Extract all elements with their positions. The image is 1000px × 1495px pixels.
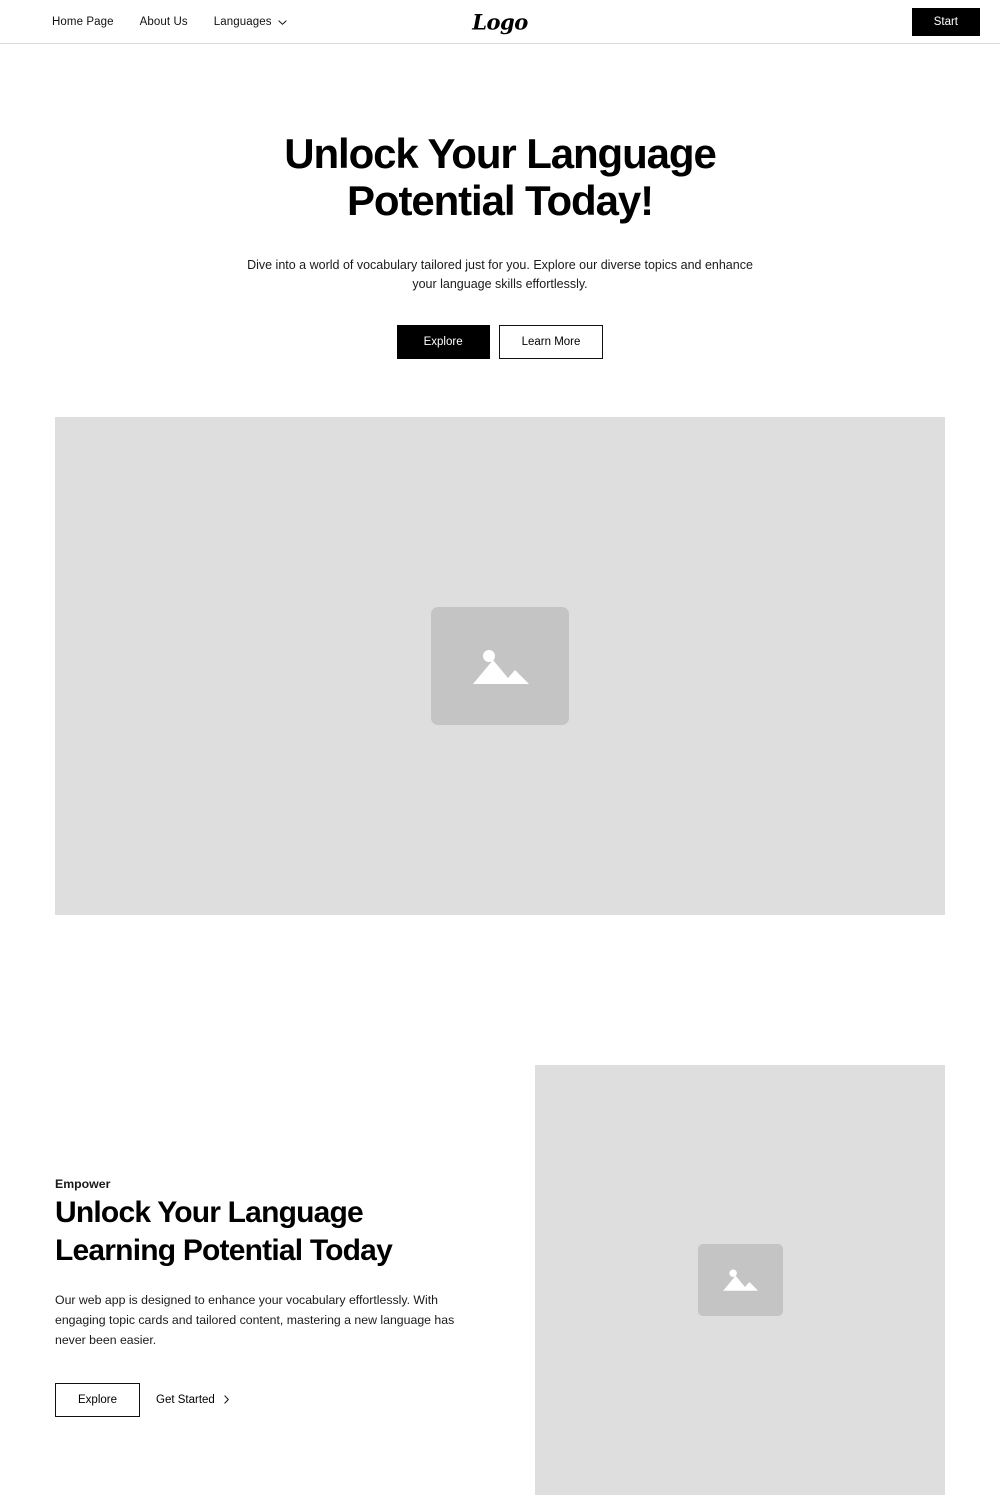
feature-explore-button[interactable]: Explore xyxy=(55,1383,140,1417)
chevron-down-icon xyxy=(278,18,287,27)
nav-item-languages-label: Languages xyxy=(213,15,272,28)
hero-title-line-1: Unlock Your Language xyxy=(284,130,716,177)
hero-learn-more-button[interactable]: Learn More xyxy=(499,325,604,359)
feature-eyebrow: Empower xyxy=(55,1176,111,1191)
start-button[interactable]: Start xyxy=(912,8,980,36)
hero-title-line-2: Potential Today! xyxy=(347,177,653,225)
image-placeholder-icon xyxy=(698,1244,783,1316)
hero-buttons xyxy=(0,325,1000,359)
feature-title-line-1: Unlock Your Language xyxy=(55,1196,363,1230)
nav-links xyxy=(52,16,287,28)
feature-section xyxy=(0,1065,1000,1495)
hero-title xyxy=(220,130,780,224)
feature-actions xyxy=(55,1383,485,1417)
nav-item-languages[interactable] xyxy=(214,16,287,28)
feature-get-started-link[interactable] xyxy=(156,1394,231,1406)
hero-explore-button[interactable]: Explore xyxy=(397,325,490,359)
feature-body: Our web app is designed to enhance your vocabulary effortlessly. With engaging topic cards and tailored content, mastering a new language has never been easier. xyxy=(55,1293,455,1347)
nav-item-about-us[interactable]: About Us xyxy=(139,15,188,28)
chevron-right-icon xyxy=(222,1395,231,1404)
feature-title xyxy=(55,1194,435,1269)
feature-text-block xyxy=(55,1065,485,1417)
feature-get-started-label: Get Started xyxy=(156,1393,215,1406)
navbar xyxy=(0,0,1000,44)
image-placeholder-icon xyxy=(431,607,569,725)
hero-section xyxy=(0,44,1000,915)
site-logo[interactable]: Logo xyxy=(472,9,528,34)
feature-image-placeholder xyxy=(535,1065,945,1495)
feature-title-line-2: Learning Potential Today xyxy=(55,1233,392,1267)
nav-item-home-page[interactable]: Home Page xyxy=(52,15,114,28)
hero-subtitle: Dive into a world of vocabulary tailored just for you. Explore our diverse topics and enhance your language skills effortlessly. xyxy=(247,258,753,292)
hero-image-placeholder xyxy=(55,417,945,915)
